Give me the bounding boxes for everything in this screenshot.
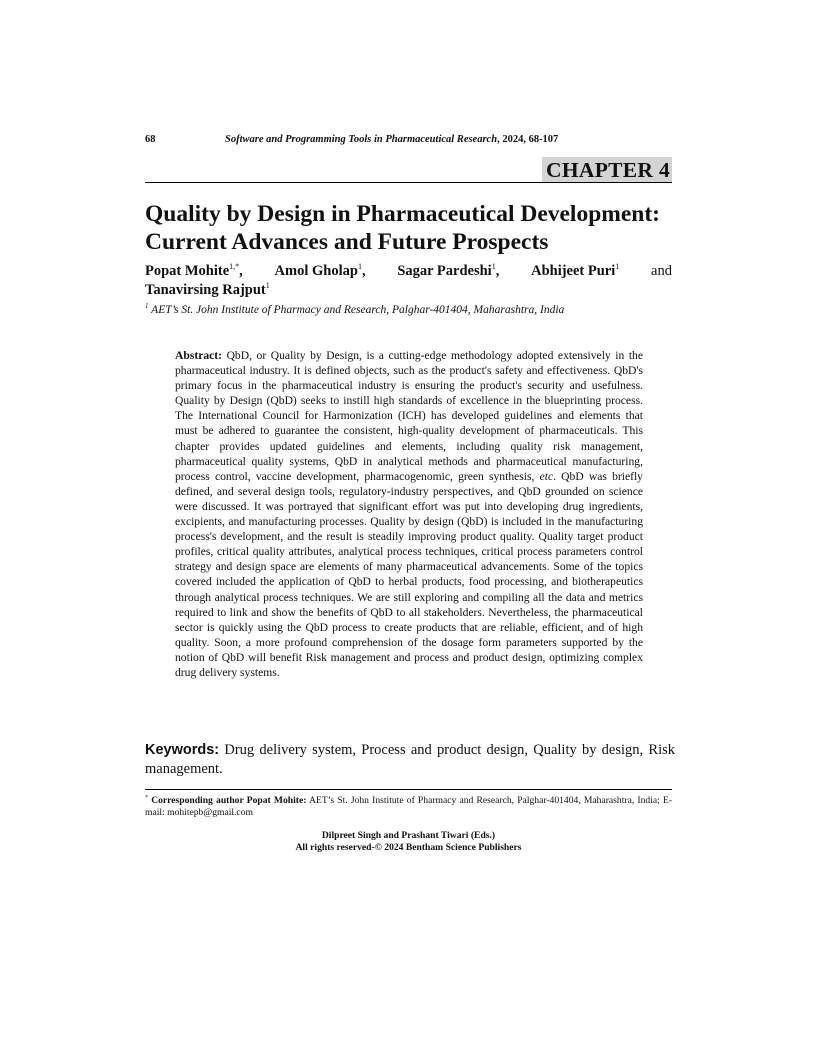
author-name: Sagar Pardeshi [397, 263, 492, 279]
affiliation-text: AET’s St. John Institute of Pharmacy and Research, Palghar-401404, Maharashtra, India [151, 304, 565, 316]
journal-volume-pages: , 2024, 68-107 [497, 134, 559, 145]
author-name: Popat Mohite [145, 263, 230, 279]
author-2: Amol Gholap$^1$, [274, 262, 366, 279]
author-3: Sagar Pardeshi$^1$, [397, 262, 500, 279]
author-1: Popat Mohite$^{1,*}$, [145, 262, 243, 279]
rights-line: All rights reserved-© 2024 Bentham Science Publishers [295, 842, 522, 853]
abstract-text: QbD, or Quality by Design, is a cutting-edge methodology adopted extensively in the pharmaceutical industry. It is defined objects, such as the product's safety and effectiveness. QbD's primary focus in the pharmaceutical industry is ensuring the product's security and usefulness. Quality by Design (QbD) seeks to instill high standards of excellence in the blueprinting process. The International Council for Harmonization (ICH) has developed guidelines and elements that must be adhered to guarantee the consistent, high-quality development of pharmaceuticals. This chapter provides updated guidelines and elements, including quality risk management, pharmaceutical quality systems, QbD in analytical methods and pharmaceutical manufacturing, process control, vaccine development, pharmacogenomic, green synthesis, [175, 349, 643, 483]
footnote-divider [145, 789, 672, 790]
author-affiliation-mark: 1 [357, 262, 362, 271]
publisher-footer [145, 830, 672, 854]
author-affiliation-mark: 1 [491, 262, 496, 271]
author-5 [145, 282, 270, 298]
paper-title: Quality by Design in Pharmaceutical Development: Current Advances and Future Prospects [145, 201, 661, 255]
page-number: 68 [145, 134, 156, 145]
footnote-mark: * [145, 795, 148, 801]
keywords-text: Drug delivery system, Process and product design, Quality by design, Risk management. [145, 742, 675, 777]
affiliation-mark: 1 [145, 302, 149, 310]
author-4 [531, 262, 619, 281]
author-name: Abhijeet Puri [531, 263, 616, 279]
abstract-text-continued: . QbD was briefly defined, and several design tools, regulatory-industry perspectives, and QbD grounded on science were discussed. It was portrayed that significant effort was put into developing drug ingredients, excipients, and manufacturing processes. Quality by design (QbD) is included in the manufacturing process's development, and the result is steadily improving product quality. Quality target product profiles, critical quality attributes, analytical process techniques, critical process parameters control strategy and design space are elements of many pharmaceutical advancements. Some of the topics covered included the application of QbD to herbal products, food processing, and biotherapeutics through analytical process techniques. We are still exploring and compiling all the data and metrics required to link and show the benefits of QbD to all stakeholders. Nevertheless, the pharmaceutical sector is quickly using the QbD process to create products that are reliable, efficient, and of high quality. Soon, a more profound comprehension of the dosage form parameters supported by the notion of QbD will benefit Risk management and process and product design, optimizing complex drug delivery systems. [175, 469, 643, 679]
keywords [145, 741, 675, 779]
abstract-etc: etc [539, 469, 554, 483]
journal-citation [225, 134, 558, 145]
author-line-1 [145, 262, 672, 281]
author-list [145, 262, 672, 300]
chapter-divider [145, 182, 672, 183]
footnote-label: Corresponding author Popat Mohite: [151, 795, 307, 806]
abstract-label: Abstract: [175, 349, 223, 362]
author-affiliation-mark: 1,* [229, 262, 240, 271]
editors-line: Dilpreet Singh and Prashant Tiwari (Eds.) [321, 830, 496, 841]
author-affiliation-mark: 1 [265, 281, 270, 290]
keywords-label: Keywords: [145, 742, 220, 758]
author-name: Amol Gholap [274, 263, 358, 279]
abstract [175, 348, 643, 680]
affiliation [145, 304, 564, 316]
chapter-label: CHAPTER 4 [542, 157, 672, 182]
footnote-text: AET’s St. John Institute of Pharmacy and Research, Palghar-401404, Maharashtra, India; E-mail: mohitepb@gmail.com [145, 795, 673, 818]
journal-name: Software and Programming Tools in Pharmaceutical Research [225, 134, 498, 145]
author-name: Tanavirsing Rajput [145, 282, 266, 298]
author-conjunction: and [651, 263, 672, 279]
corresponding-author-footnote [145, 795, 672, 819]
author-line-2 [145, 281, 672, 300]
author-affiliation-mark: 1 [615, 262, 620, 271]
